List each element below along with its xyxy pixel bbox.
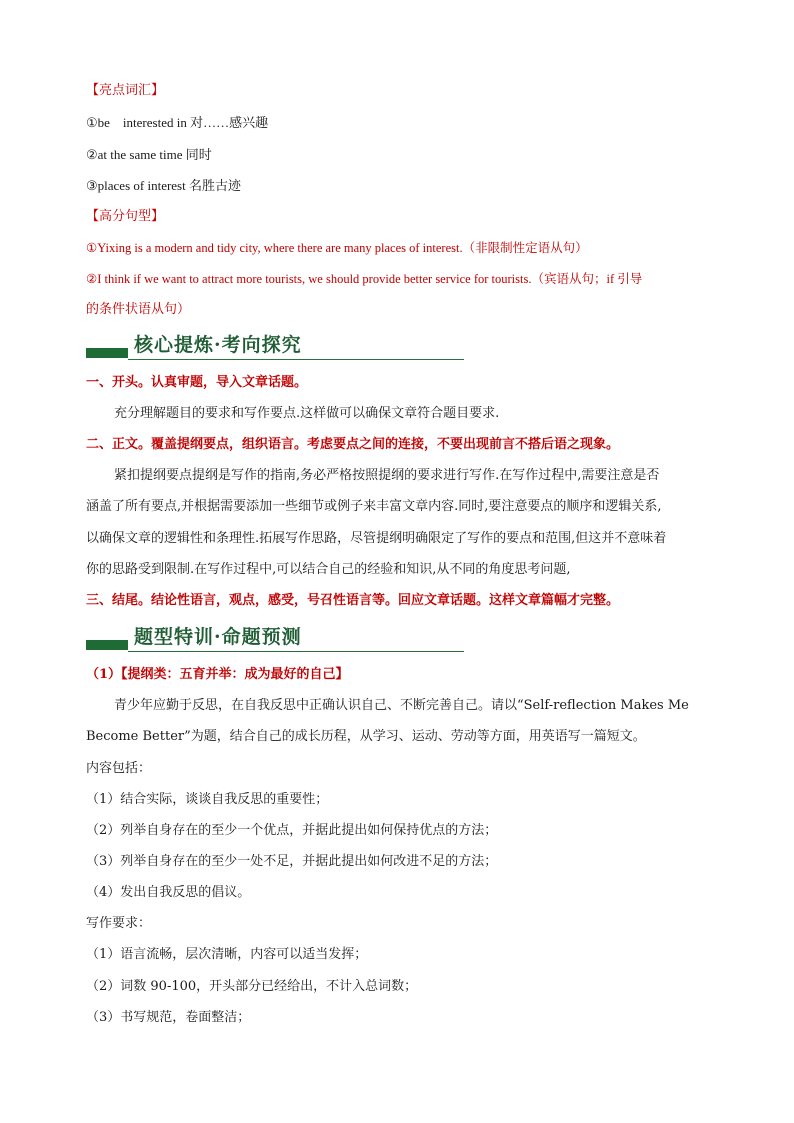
- content-label: 内容包括：: [86, 761, 152, 776]
- vocab-item: ②at the same time 同时: [86, 147, 212, 162]
- core-p2-heading: 二、正文。覆盖提纲要点，组织语言。考虑要点之间的连接，不要出现前言不搭后语之现象。: [86, 437, 620, 452]
- content-item: （2）列举自身存在的至少一个优点，并据此提出如何保持优点的方法；: [86, 823, 498, 838]
- requirement-item: （3）书写规范，卷面整洁；: [86, 1010, 251, 1025]
- core-p1-heading: 一、开头。认真审题，导入文章话题。: [86, 375, 308, 390]
- content-item: （3）列举自身存在的至少一处不足，并据此提出如何改进不足的方法；: [86, 854, 498, 869]
- core-section-banner: [86, 332, 464, 360]
- vocab-item: ①be interested in 对……感兴趣: [86, 115, 269, 130]
- banner-title: 核心提炼·考向探究: [134, 334, 302, 356]
- core-p1-body: 充分理解题目的要求和写作要点.这样做可以确保文章符合题目要求.: [114, 406, 500, 421]
- question-body-line: 青少年应勤于反思，在自我反思中正确认识自己、不断完善自己。请以“Self-reflection Makes Me: [114, 698, 689, 713]
- highlight-vocab-heading: 【亮点词汇】: [86, 83, 165, 98]
- question-heading: （1）【提纲类：五育并举：成为最好的自己】: [86, 667, 349, 682]
- content-item: （1）结合实际，谈谈自我反思的重要性；: [86, 792, 329, 807]
- sentence-2-line-2: 的条件状语从句）: [86, 302, 191, 317]
- banner-rule: [128, 651, 464, 652]
- sentence-1: ①Yixing is a modern and tidy city, where there are many places of interest.（非限制性定语从句）: [86, 241, 588, 255]
- banner-rule: [128, 359, 464, 360]
- core-p2-body-line: 以确保文章的逻辑性和条理性.拓展写作思路，尽管提纲明确限定了写作的要点和范围,但这并不意味着: [86, 531, 667, 546]
- content-item: （4）发出自我反思的倡议。: [86, 885, 251, 900]
- high-score-sentences-heading: 【高分句型】: [86, 209, 165, 224]
- vocab-item: ③places of interest 名胜古迹: [86, 178, 241, 193]
- sentence-2-line-1: ②I think if we want to attract more tourists, we should provide better service for tourists.（宾语从句；if 引导: [86, 272, 643, 286]
- banner-title: 题型特训·命题预测: [134, 626, 302, 648]
- core-p2-body-line: 你的思路受到限制.在写作过程中,可以结合自己的经验和知识,从不同的角度思考问题,: [86, 562, 571, 577]
- core-p2-body-line: 紧扣提纲要点提纲是写作的指南,务必严格按照提纲的要求进行写作.在写作过程中,需要注意是否: [114, 468, 660, 483]
- question-body-line: Become Better”为题，结合自己的成长历程，从学习、运动、劳动等方面，用英语写一篇短文。: [86, 729, 646, 744]
- banner-bar: [86, 640, 128, 650]
- banner-bar: [86, 348, 128, 358]
- core-p2-body-line: 涵盖了所有要点,并根据需要添加一些细节或例子来丰富文章内容.同时,要注意要点的顺序和逻辑关系,: [86, 499, 662, 514]
- core-p3-heading: 三、结尾。结论性语言，观点，感受，号召性语言等。回应文章话题。这样文章篇幅才完整。: [86, 593, 620, 608]
- practice-section-banner: [86, 624, 464, 652]
- requirement-item: （2）词数 90-100，开头部分已经给出，不计入总词数；: [86, 979, 418, 994]
- requirement-item: （1）语言流畅，层次清晰，内容可以适当发挥；: [86, 947, 368, 962]
- requirements-label: 写作要求：: [86, 916, 152, 931]
